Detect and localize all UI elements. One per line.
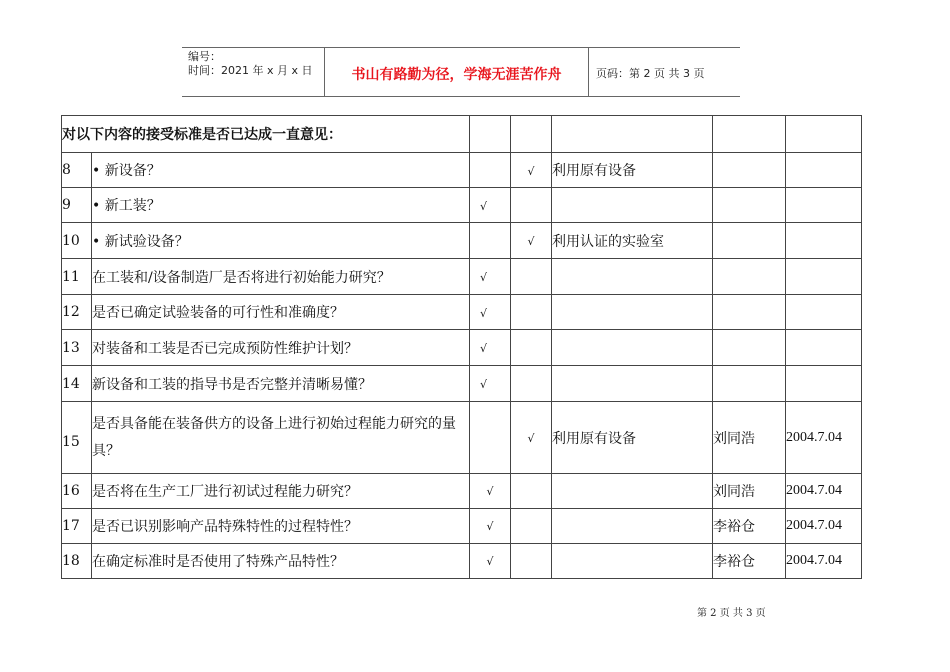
row-note: 利用原有设备 [552, 153, 713, 188]
row-number: 15 [62, 402, 92, 474]
row-date: 2004.7.04 [786, 402, 862, 474]
row-question: 在工装和/设备制造厂是否将进行初始能力研究？ [92, 259, 470, 295]
row-person: 刘同浩 [713, 474, 786, 509]
row-person: 李裕仓 [713, 509, 786, 544]
checklist-table [61, 115, 862, 579]
table-row [62, 366, 862, 402]
row-number: 12 [62, 295, 92, 330]
row-number: 13 [62, 330, 92, 366]
table-row [62, 509, 862, 544]
row-number: 18 [62, 544, 92, 579]
table-row [62, 544, 862, 579]
row-number: 11 [62, 259, 92, 295]
footer-page-number: 第 2 页 共 3 页 [697, 608, 766, 619]
check-mark: √ [480, 378, 488, 391]
row-number: 14 [62, 366, 92, 402]
header-info [188, 50, 313, 78]
row-date: 2004.7.04 [786, 544, 862, 579]
row-question: 新设备和工装的指导书是否完整并清晰易懂？ [92, 366, 470, 402]
check-mark: √ [486, 555, 494, 568]
check-mark: √ [480, 199, 488, 213]
check-mark: √ [527, 235, 535, 248]
check-mark: √ [480, 271, 488, 284]
row-person: 李裕仓 [713, 544, 786, 579]
row-question: 是否已确定试验装备的可行性和准确度？ [92, 295, 470, 330]
header-top-rule [182, 47, 740, 48]
check-mark: √ [480, 342, 488, 355]
header-bottom-rule [182, 96, 740, 97]
row-note: 利用原有设备 [552, 402, 713, 474]
check-mark: √ [486, 485, 494, 498]
table-row [62, 223, 862, 259]
row-number: 16 [62, 474, 92, 509]
time-label: 时间：2021 年 x 月 x 日 [188, 64, 313, 77]
check-mark: √ [480, 306, 488, 320]
table-row [62, 295, 862, 330]
row-number: 9 [62, 188, 92, 223]
table-heading-row [62, 116, 862, 153]
row-person: 刘同浩 [713, 402, 786, 474]
row-note: 利用认证的实验室 [552, 223, 713, 259]
row-question: • 新工装？ [92, 188, 470, 223]
check-mark: √ [527, 164, 535, 178]
row-date: 2004.7.04 [786, 509, 862, 544]
table-row [62, 188, 862, 223]
table-row [62, 259, 862, 295]
check-mark: √ [527, 431, 535, 445]
row-question: 对装备和工装是否已完成预防性维护计划？ [92, 330, 470, 366]
row-question: 是否具备能在装备供方的设备上进行初始过程能力研究的量具？ [92, 402, 470, 474]
table-heading: 对以下内容的接受标准是否已达成一直意见： [62, 116, 470, 153]
table-row [62, 153, 862, 188]
row-number: 8 [62, 153, 92, 188]
table-row [62, 474, 862, 509]
number-label: 编号： [188, 50, 221, 63]
row-number: 10 [62, 223, 92, 259]
row-question: • 新设备？ [92, 153, 470, 188]
row-date: 2004.7.04 [786, 474, 862, 509]
row-question: 是否将在生产工厂进行初试过程能力研究？ [92, 474, 470, 509]
table-row [62, 330, 862, 366]
header-page-label: 页码：第 2 页 共 3 页 [596, 67, 705, 80]
check-mark: √ [486, 520, 494, 533]
header-divider [588, 47, 589, 96]
row-question: 是否已识别影响产品特殊特性的过程特性？ [92, 509, 470, 544]
row-question: • 新试验设备？ [92, 223, 470, 259]
row-number: 17 [62, 509, 92, 544]
row-question: 在确定标准时是否使用了特殊产品特性？ [92, 544, 470, 579]
table-row [62, 402, 862, 474]
header-motto: 书山有路勤为径，学海无涯苦作舟 [351, 67, 562, 83]
